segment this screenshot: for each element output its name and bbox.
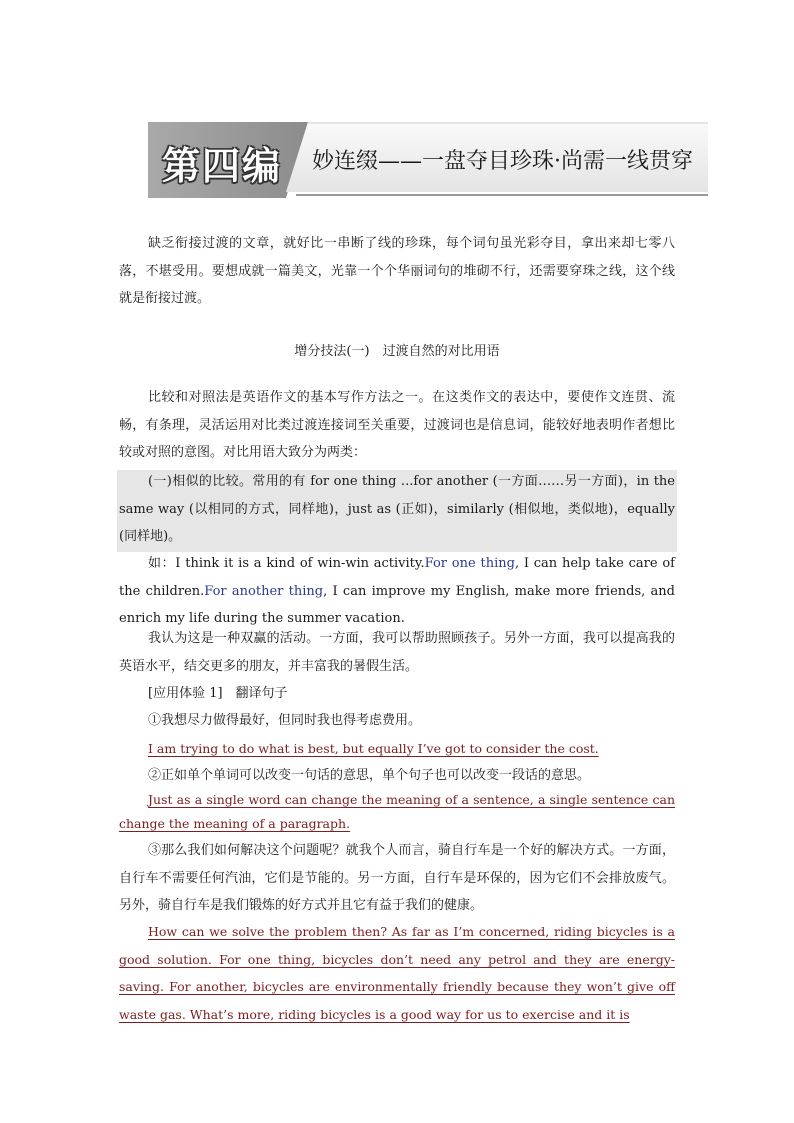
answer-one: I am trying to do what is best, but equally I’ve got to consider the cost. [148,741,599,756]
chapter-number: 第四编 [162,144,283,188]
method-paragraph: 比较和对照法是英语作文的基本写作方法之一。在这类作文的表达中，要使作文连贯、流畅，有条理，灵活运用对比类过渡连接词至关重要，过渡词也是信息词，能较好地表明作者想比较或对照的意图。对比用语大致分为两类： [119,390,675,460]
example-phrase-two: For another thing [204,583,324,599]
question-three: ③那么我们如何解决这个问题呢？就我个人而言，骑自行车是一个好的解决方式。一方面，自行车不需要任何汽油，它们是节能的。另一方面，自行车是环保的，因为它们不会排放废气。另外，骑自行车是我们锻炼的好方式并且它有益于我们的健康。 [119,843,675,913]
answer-two: Just as a single word can change the meaning of a sentence, a single sentence can change the meaning of a paragraph. [119,792,675,831]
example-paragraph [119,550,675,633]
answer-three: How can we solve the problem then? As far as I’m concerned, riding bicycles is a good solution. For one thing, bicycles don’t need any petrol and they are energy-saving. For another, bicycles are environmentally friendly because they won’t give off waste gas. What’s more, riding bicycles is a good way for us to exercise and it is [119,924,675,1022]
example-phrase-one: For one thing [424,556,515,571]
section-heading: 增分技法(一) 过渡自然的对比用语 [294,344,500,359]
exercise-label: [应用体验 1] 翻译句子 [148,686,288,701]
example-prefix: 如：I think it is a kind of win-win activity. [148,556,425,571]
chapter-banner [148,122,708,198]
example-suffix: , I can improve my English, make more friends, and enrich my life during the summer vacation. [119,583,675,626]
example-middle: , I can help take care of the children. [119,556,675,599]
example-translation: 我认为这是一种双赢的活动。一方面，我可以帮助照顾孩子。另外一方面，我可以提高我的英语水平，结交更多的朋友，并丰富我的暑假生活。 [119,631,675,674]
similar-comparison-paragraph: (一)相似的比较。常用的有 for one thing ...for another (一方面……另一方面)，in the same way (以相同的方式，同样地)，just as (正如)，similarly (相似地，类似地)，equally (同样地)。 [119,474,675,544]
question-two: ②正如单个单词可以改变一句话的意思，单个句子也可以改变一段话的意思。 [148,768,591,783]
question-one: ①我想尽力做得最好，但同时我也得考虑费用。 [148,713,422,728]
chapter-title: 妙连缀——一盘夺目珍珠·尚需一线贯穿 [312,149,693,174]
intro-paragraph: 缺乏衔接过渡的文章，就好比一串断了线的珍珠，每个词句虽光彩夺目，拿出来却七零八落，不堪受用。要想成就一篇美文，光靠一个个华丽词句的堆砌不行，还需要穿珠之线，这个线就是衔接过渡。 [119,236,675,306]
